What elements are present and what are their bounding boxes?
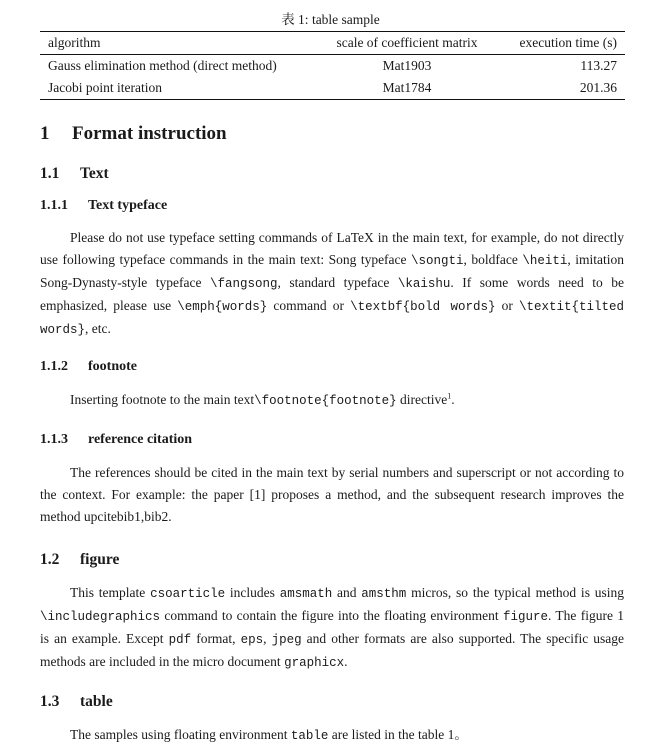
section-title: Format instruction (72, 123, 227, 144)
table-cell: 113.27 (580, 58, 617, 73)
table-row (40, 77, 625, 100)
code-text: \songti (411, 254, 464, 268)
subsubsection-title: reference citation (88, 432, 193, 447)
code-text: \emph{words} (177, 300, 268, 314)
code-text: graphicx (284, 656, 345, 670)
table-header-row (40, 32, 625, 55)
table-header-cell: scale of coefficient matrix (336, 35, 478, 50)
code-text: table (290, 729, 329, 743)
subsubsection-number: 1.1.2 (40, 359, 68, 374)
subsubsection-heading (40, 432, 192, 448)
subsubsection-title: Text typeface (88, 198, 168, 213)
latex-logo: LaTeX (336, 230, 374, 245)
subsection-heading (40, 551, 119, 569)
subsection-heading (40, 165, 109, 183)
subsubsection-title: footnote (88, 359, 137, 374)
code-text: pdf (168, 633, 192, 647)
table-row (40, 55, 625, 78)
subsection-title: Text (80, 165, 109, 182)
table-header-cell: algorithm (48, 35, 101, 50)
code-text: jpeg (271, 633, 302, 647)
subsubsection-number: 1.1.1 (40, 198, 68, 213)
paragraph-typeface: Please do not use typeface setting commands of LaTeX in the main text, for example, do not directly use following typeface commands in the main text: Song typeface \songti, boldface \heiti, imitation Song-Dynasty-style typeface \fangsong, standard typeface \kaishu. If some words need to be emphasized, please use \emph{words} command or \textbf{bold words} or \textit{tilted words}, etc. (40, 230, 625, 337)
section-number: 1 (40, 123, 50, 144)
table-header-cell: execution time (s) (519, 35, 617, 50)
subsection-title: figure (80, 551, 120, 568)
table-cell: Jacobi point iteration (48, 80, 162, 95)
subsubsection-number: 1.1.3 (40, 432, 68, 447)
code-text: \heiti (522, 254, 568, 268)
table-cell: Gauss elimination method (direct method) (48, 58, 277, 73)
code-text: eps (240, 633, 264, 647)
code-text: \kaishu (397, 277, 451, 291)
table-cell: 201.36 (579, 80, 617, 95)
table-cell: Mat1903 (382, 58, 432, 73)
subsection-number: 1.1 (40, 165, 60, 182)
footnote-marker: 1 (447, 391, 452, 401)
paragraph-citation: The references should be cited in the main text by serial numbers and superscript or not according to the context. For example: the paper [1] proposes a method, and the subsequent research improves the method upcitebib1,bib2. (40, 465, 624, 524)
subsubsection-heading (40, 359, 137, 375)
code-text: amsmath (279, 587, 333, 601)
code-text: \textit{tilted words} (40, 300, 625, 337)
code-text: csoarticle (150, 587, 226, 601)
code-text: \footnote{footnote} (254, 394, 397, 408)
table-caption: 表 1: table sample (281, 12, 380, 27)
code-text: figure (502, 610, 548, 624)
code-text: amsthm (361, 587, 407, 601)
code-text: \includegraphics (40, 610, 161, 624)
section-heading (40, 123, 227, 145)
subsection-heading (40, 693, 113, 711)
paragraph-table: The samples using floating environment table are listed in the table 1。 (70, 727, 468, 743)
paragraph-figure: This template csoarticle includes amsmath and amsthm micros, so the typical method is using \includegraphics command to contain the figure into the floating environment figure. The figure 1 is an example. Except pdf format, eps, jpeg and other formats are also supported. The specific usage methods are included in the micro document graphicx. (40, 585, 624, 670)
code-text: \fangsong (209, 277, 278, 291)
table-cell: Mat1784 (382, 80, 432, 95)
paragraph-footnote: Inserting footnote to the main text\footnote{footnote} directive$^1$. (70, 391, 455, 408)
sample-table (40, 31, 625, 100)
subsection-number: 1.2 (40, 551, 60, 568)
subsubsection-heading (40, 198, 167, 214)
subsection-number: 1.3 (40, 693, 60, 710)
subsection-title: table (80, 693, 113, 710)
code-text: \textbf{bold words} (350, 300, 496, 314)
